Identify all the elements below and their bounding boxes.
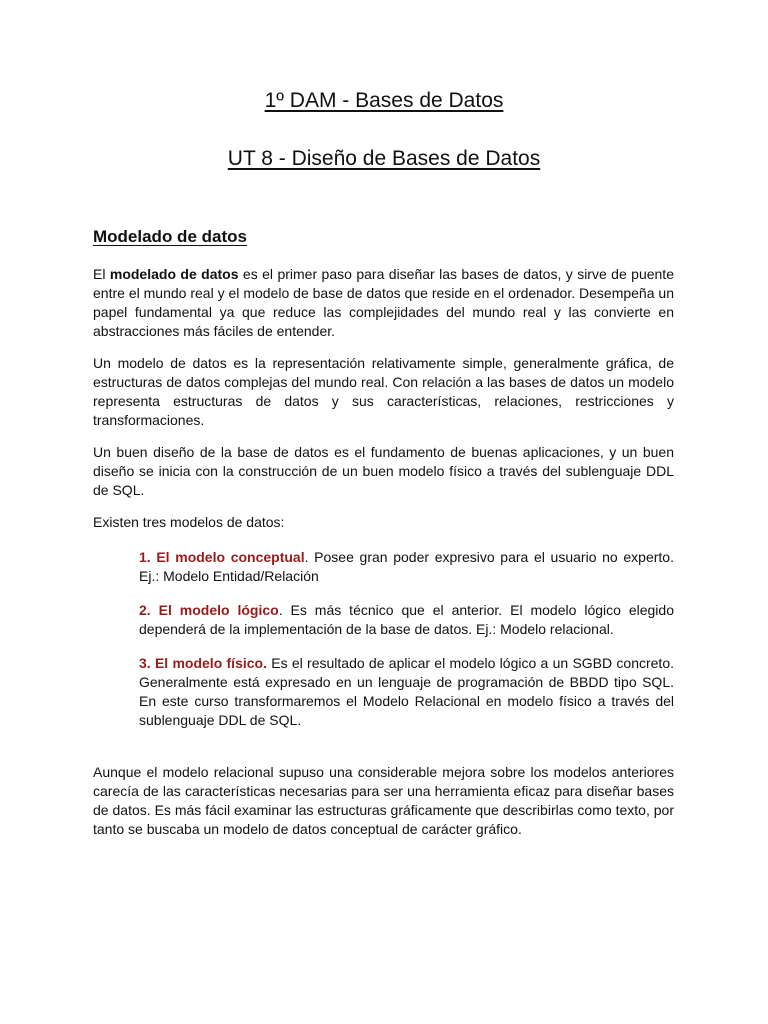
paragraph-modelado-rest: es el primer paso para diseñar las bases de datos, y sirve de puente entre el mundo real y el modelo de base de datos que reside en el ordenador. Desempeña un papel fundamental ya que reduce las complejidades del mundo real y las convierte en abstracciones más fáciles de entender. [93, 266, 674, 339]
paragraph-conclusion: Aunque el modelo relacional supuso una considerable mejora sobre los modelos anteriores carecía de las características necesarias para ser una herramienta eficaz para diseñar bases de datos. Es más fácil examinar las estructuras gráficamente que describirlas como texto, por tanto se buscaba un modelo de datos conceptual de carácter gráfico. [93, 764, 674, 837]
document-title: 1º DAM - Bases de Datos [264, 89, 504, 112]
model-text-logico: . Es más técnico que el anterior. El modelo lógico elegido dependerá de la implementación de la base de datos. Ej.: Modelo relacional. [139, 602, 674, 637]
model-item-logico [139, 601, 674, 639]
paragraph-modelado-lead: El [93, 266, 110, 282]
model-label-conceptual: 1. El modelo conceptual [139, 549, 305, 565]
model-label-logico: 2. El modelo lógico [139, 602, 279, 618]
unit-title: UT 8 - Diseño de Bases de Datos [227, 147, 541, 170]
section-heading: Modelado de datos [93, 227, 247, 246]
paragraph-buen-diseno: Un buen diseño de la base de datos es el fundamento de buenas aplicaciones, y un buen diseño se inicia con la construcción de un buen modelo físico a través del sublenguaje DDL de SQL. [93, 444, 674, 498]
paragraph-definicion: Un modelo de datos es la representación relativamente simple, generalmente gráfica, de estructuras de datos complejas del mundo real. Con relación a las bases de datos un modelo representa estructuras de datos y sus características, relaciones, restricciones y transformaciones. [93, 355, 674, 428]
model-item-conceptual [139, 548, 674, 586]
model-label-fisico: 3. El modelo físico. [139, 655, 267, 671]
paragraph-modelado [93, 265, 674, 341]
paragraph-modelado-bold-term: modelado de datos [109, 266, 239, 282]
model-text-conceptual: . Posee gran poder expresivo para el usuario no experto. Ej.: Modelo Entidad/Relación [139, 549, 674, 584]
model-item-fisico [139, 654, 674, 730]
paragraph-tres-modelos: Existen tres modelos de datos: [93, 514, 285, 530]
model-text-fisico: Es el resultado de aplicar el modelo lógico a un SGBD concreto. Generalmente está expresado en un lenguaje de programación de BBDD tipo SQL. En este curso transformaremos el Modelo Relacional en modelo físico a través del sublenguaje DDL de SQL. [139, 655, 674, 728]
